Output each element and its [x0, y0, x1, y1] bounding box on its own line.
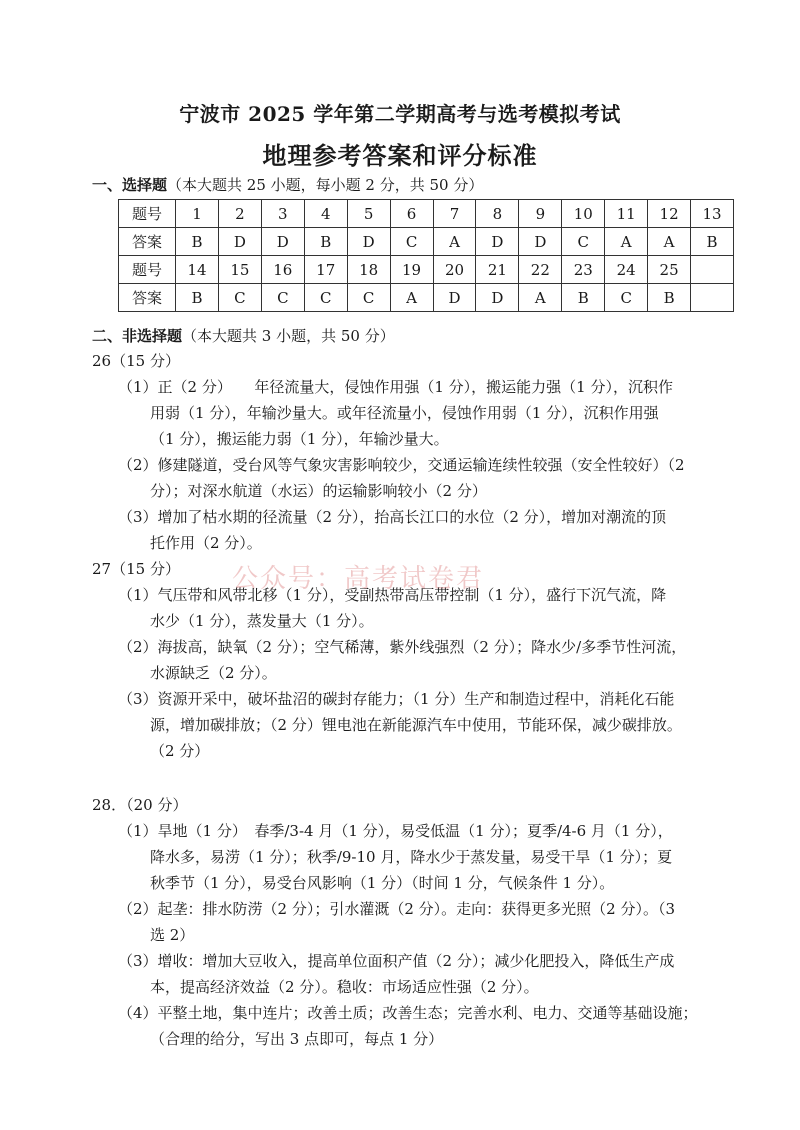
q26-line: （2）修建隧道，受台风等气象灾害影响较少，交通运输连续性较强（安全性较好）（2: [118, 456, 685, 474]
table-cell: [691, 284, 734, 312]
table-cell: C: [390, 228, 433, 256]
table-cell: 2: [218, 200, 261, 228]
section1-header: [92, 174, 483, 195]
answer-table-row: [119, 228, 734, 256]
table-cell: 16: [261, 256, 304, 284]
table-cell: 19: [390, 256, 433, 284]
table-cell: B: [648, 284, 691, 312]
q28-line: （3）增收：增加大豆收入，提高单位面积产值（2 分）；减少化肥投入，降低生产成: [118, 952, 675, 970]
q28-line: （1）旱地（1 分） 春季/3-4 月（1 分），易受低温（1 分）；夏季/4-6 月（1 分），: [118, 822, 673, 840]
table-cell: C: [562, 228, 605, 256]
table-cell: C: [605, 284, 648, 312]
section1-note: （本大题共 25 小题，每小题 2 分，共 50 分）: [167, 176, 484, 194]
q27-line: （1）气压带和风带北移（1 分），受副热带高压带控制（1 分），盛行下沉气流，降: [118, 586, 667, 604]
table-cell: 25: [648, 256, 691, 284]
table-cell: 9: [519, 200, 562, 228]
q27-line: （2 分）: [150, 742, 210, 760]
q27-line: 源，增加碳排放；（2 分）锂电池在新能源汽车中使用，节能环保，减少碳排放。: [150, 716, 682, 734]
table-cell: [691, 256, 734, 284]
table-row-label: 题号: [119, 200, 176, 228]
table-cell: A: [605, 228, 648, 256]
table-cell: A: [519, 284, 562, 312]
table-cell: D: [476, 228, 519, 256]
table-cell: 17: [304, 256, 347, 284]
table-row-label: 题号: [119, 256, 176, 284]
q28-line: 降水多，易涝（1 分）；秋季/9-10 月，降水少于蒸发量，易受干旱（1 分）；夏: [150, 848, 673, 866]
table-cell: C: [304, 284, 347, 312]
answer-table-row: [119, 200, 734, 228]
table-cell: 8: [476, 200, 519, 228]
table-cell: D: [261, 228, 304, 256]
table-cell: B: [176, 228, 219, 256]
table-cell: 20: [433, 256, 476, 284]
table-cell: B: [176, 284, 219, 312]
table-cell: C: [347, 284, 390, 312]
table-cell: 11: [605, 200, 648, 228]
q26-line: 分）；对深水航道（水运）的运输影响较小（2 分）: [150, 482, 487, 500]
q26-line: 用弱（1 分），年输沙量大。或年径流量小，侵蚀作用弱（1 分），沉积作用强: [150, 404, 659, 422]
q26-line: 托作用（2 分）。: [150, 534, 262, 552]
table-cell: A: [648, 228, 691, 256]
table-cell: 6: [390, 200, 433, 228]
table-cell: 10: [562, 200, 605, 228]
q27-heading: 27（15 分）: [92, 560, 180, 578]
table-cell: D: [433, 284, 476, 312]
table-cell: A: [433, 228, 476, 256]
q27-line: （3）资源开采中，破坏盐沼的碳封存能力；（1 分）生产和制造过程中，消耗化石能: [118, 690, 675, 708]
table-cell: A: [390, 284, 433, 312]
table-cell: 1: [176, 200, 219, 228]
table-cell: 7: [433, 200, 476, 228]
table-cell: 23: [562, 256, 605, 284]
table-cell: 12: [648, 200, 691, 228]
q26-line: （1）正（2 分） 年径流量大，侵蚀作用强（1 分），搬运能力强（1 分），沉积作: [118, 378, 673, 396]
answer-table-row: [119, 284, 734, 312]
q28-line: （2）起垄：排水防涝（2 分）；引水灌溉（2 分）。走向：获得更多光照（2 分）。（3: [118, 900, 676, 918]
answer-table: [118, 199, 734, 312]
q28-line: （4）平整土地，集中连片；改善土质；改善生态；完善水利、电力、交通等基础设施；: [118, 1004, 698, 1022]
table-cell: 14: [176, 256, 219, 284]
table-cell: 3: [261, 200, 304, 228]
table-cell: 22: [519, 256, 562, 284]
q26-line: （3）增加了枯水期的径流量（2 分），抬高长江口的水位（2 分），增加对潮流的顶: [118, 508, 667, 526]
table-cell: C: [218, 284, 261, 312]
table-cell: 15: [218, 256, 261, 284]
table-cell: 21: [476, 256, 519, 284]
watermark: 公众号：高考试卷君: [232, 564, 485, 594]
q28-line: 选 2）: [150, 926, 195, 944]
q27-line: （2）海拔高，缺氧（2 分）；空气稀薄，紫外线强烈（2 分）；降水少/多季节性河流，: [118, 638, 687, 656]
table-row-label: 答案: [119, 228, 176, 256]
table-cell: B: [562, 284, 605, 312]
table-cell: D: [519, 228, 562, 256]
table-row-label: 答案: [119, 284, 176, 312]
table-cell: 4: [304, 200, 347, 228]
table-cell: D: [476, 284, 519, 312]
table-cell: D: [218, 228, 261, 256]
table-cell: 5: [347, 200, 390, 228]
q28-line: 本，提高经济效益（2 分）。稳收：市场适应性强（2 分）。: [150, 978, 539, 996]
table-cell: 18: [347, 256, 390, 284]
table-cell: D: [347, 228, 390, 256]
table-cell: B: [304, 228, 347, 256]
q28-line: （合理的给分，写出 3 点即可，每点 1 分）: [150, 1030, 444, 1048]
exam-title: 宁波市 2025 学年第二学期高考与选考模拟考试: [179, 102, 621, 126]
section2-heading: 二、非选择题: [92, 327, 183, 345]
q27-line: 水源缺乏（2 分）。: [150, 664, 277, 682]
section2-header: [92, 325, 395, 346]
table-cell: 13: [691, 200, 734, 228]
q28-heading: 28．（20 分）: [92, 796, 188, 814]
answer-table-row: [119, 256, 734, 284]
q26-line: （1 分），搬运能力弱（1 分），年输沙量大。: [150, 430, 449, 448]
section2-note: （本大题共 3 小题，共 50 分）: [182, 327, 395, 345]
q28-line: 秋季节（1 分），易受台风影响（1 分）（时间 1 分，气候条件 1 分）。: [150, 874, 615, 892]
q27-line: 水少（1 分），蒸发量大（1 分）。: [150, 612, 374, 630]
section1-heading: 一、选择题: [92, 176, 168, 194]
q26-heading: 26（15 分）: [92, 352, 180, 370]
table-cell: B: [691, 228, 734, 256]
answer-title: 地理参考答案和评分标准: [262, 141, 538, 170]
table-cell: 24: [605, 256, 648, 284]
table-cell: C: [261, 284, 304, 312]
